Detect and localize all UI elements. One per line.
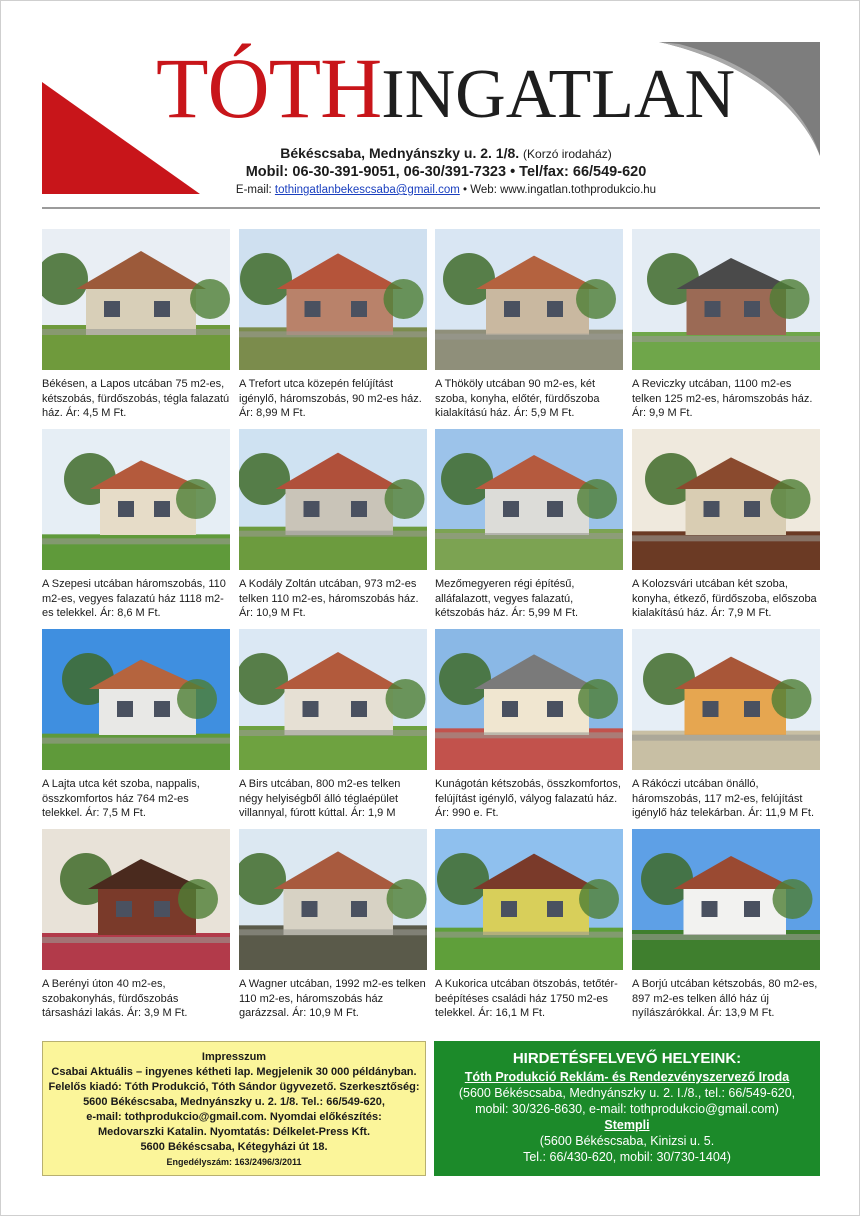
listing-card (42, 429, 230, 621)
listing-caption: Mezőmegyeren régi építésű, alláfalazott, vegyes falazatú, kétszobás ház. Ár: 5,99 M Ft. (435, 578, 579, 619)
company-logo (156, 40, 736, 140)
impresszum-box (42, 1041, 426, 1176)
listing-photo (435, 629, 623, 770)
listing-caption: A Borjú utcában kétszobás, 80 m2-es, 897 m2-es telken álló ház új nyílászárókkal. Ár: 13,9 M Ft. (632, 978, 818, 1019)
listing-photo (239, 429, 427, 570)
impresszum-permit: Engedélyszám: 163/2496/3/2011 (166, 1157, 302, 1167)
listing-caption: A Kodály Zoltán utcában, 973 m2-es telken 110 m2-es, háromszobás ház. Ár: 10,9 M Ft. (239, 578, 419, 619)
listing-card (42, 829, 230, 1021)
listing-photo (42, 829, 230, 970)
listing-photo (632, 429, 820, 570)
address-note: (Korzó irodaház) (523, 147, 612, 161)
listing-photo (435, 229, 623, 370)
listing-card (239, 429, 427, 621)
ad-office2-line: (5600 Békéscsaba, Kinizsi u. 5. (539, 1134, 715, 1148)
listing-card (632, 629, 820, 821)
impresszum-line: 5600 Békéscsaba, Mednyánszky u. 2. 1/8. Tel.: 66/549-620, (83, 1096, 385, 1108)
ad-locations-title: HIRDETÉSFELVEVŐ HELYEINK: (512, 1050, 742, 1067)
listing-card (435, 429, 623, 621)
listing-caption: A Kolozsvári utcában két szoba, konyha, étkező, fürdőszoba, előszoba kialakítású ház. Ár: 7,9 M Ft. (632, 578, 817, 619)
listing-photo (435, 829, 623, 970)
impresszum-line: 5600 Békéscsaba, Kétegyházi út 18. (140, 1141, 328, 1153)
contact-block (196, 144, 696, 199)
listing-caption: A Kukorica utcában ötszobás, tetőtér-beépítéses családi ház 1750 m2-es telekkel. Ár: 16,1 M Ft. (435, 978, 618, 1019)
listing-caption: A Thököly utcában 90 m2-es, két szoba, konyha, előtér, fürdőszoba kialakítású ház. Ár: 5,9 M Ft. (435, 378, 600, 419)
listing-caption: A Trefort utca közepén felújítást igénylő, háromszobás, 90 m2-es ház. Ár: 8,99 M Ft. (239, 378, 422, 419)
ad-office-name: Tóth Produkció Reklám- és Rendezvényszervező Iroda (464, 1070, 790, 1084)
listing-card (632, 829, 820, 1021)
ad-office-line: (5600 Békéscsaba, Mednyánszky u. 2. I./8., tel.: 66/549-620, (458, 1086, 796, 1100)
impresszum-line: Felelős kiadó: Tóth Produkció, Tóth Sándor ügyvezető. Szerkesztőség: (48, 1081, 420, 1093)
listing-caption: A Szepesi utcában háromszobás, 110 m2-es, vegyes falazatú ház 1118 m2-es telekkel. Ár: 8,6 M Ft. (42, 578, 226, 619)
listing-card (435, 229, 623, 421)
listing-photo (239, 829, 427, 970)
impresszum-line: Medovarszki Katalin. Nyomtatás: Délkelet-Press Kft. (97, 1126, 371, 1138)
listing-photo (632, 229, 820, 370)
listing-photo (435, 429, 623, 570)
listing-caption: A Birs utcában, 800 m2-es telken négy helyiségből álló téglaépület villannyal, fúrott kúttal. Ár: 1,9 M (239, 778, 401, 819)
ad-office2-line: Tel.: 66/430-620, mobil: 30/730-1404) (523, 1150, 731, 1164)
office-address: Békéscsaba, Mednyánszky u. 2. 1/8. (Korzó irodaház) (280, 145, 612, 161)
phone-numbers: Mobil: 06-30-391-9051, 06-30/391-7323 • Tel/fax: 66/549-620 (245, 164, 647, 180)
listing-card (239, 629, 427, 821)
listing-card (42, 229, 230, 421)
logo-black-text: INGATLAN (381, 56, 736, 133)
listing-card (239, 229, 427, 421)
listing-photo (239, 629, 427, 770)
listing-card (435, 629, 623, 821)
ad-office2-name: Stempli (604, 1118, 650, 1132)
listing-card (632, 429, 820, 621)
ad-locations-box (434, 1041, 820, 1176)
header-divider (42, 207, 820, 209)
listing-caption: A Lajta utca két szoba, nappalis, összkomfortos ház 764 m2-es telekkel. Ár: 7,5 M Ft. (42, 778, 200, 819)
listing-caption: A Wagner utcában, 1992 m2-es telken 110 m2-es, háromszobás ház garázzsal. Ár: 10,9 M Ft. (239, 978, 426, 1019)
web-text: • Web: www.ingatlan.tothprodukcio.hu (463, 184, 657, 196)
listing-photo (239, 229, 427, 370)
listing-photo (42, 629, 230, 770)
listing-card (435, 829, 623, 1021)
listing-card (42, 629, 230, 821)
email-web-line: E-mail: tothingatlanbekescsaba@gmail.com • Web: www.ingatlan.tothprodukcio.hu (235, 184, 657, 196)
listing-card (239, 829, 427, 1021)
listing-caption: A Rákóczi utcában önálló, háromszobás, 117 m2-es, felújítást igénylő ház telekárban. Ár: 11,9 M Ft. (632, 778, 814, 819)
logo-red-text: TÓTH (156, 40, 382, 136)
ad-office-line: mobil: 30/326-8630, e-mail: tothprodukcio@gmail.com) (475, 1102, 779, 1116)
listing-card (632, 229, 820, 421)
listing-photo (42, 229, 230, 370)
impresszum-title: Impresszum (201, 1051, 267, 1063)
listing-caption: Békésen, a Lapos utcában 75 m2-es, kétszobás, fürdőszobás, tégla falazatú ház. Ár: 4,5 M Ft. (42, 378, 230, 419)
listing-caption: A Reviczky utcában, 1100 m2-es telken 125 m2-es, háromszobás ház. Ár: 9,9 M Ft. (632, 378, 813, 419)
listing-caption: A Berényi úton 40 m2-es, szobakonyhás, fürdőszobás társasházi lakás. Ár: 3,9 M Ft. (42, 978, 188, 1019)
listing-caption: Kunágotán kétszobás, összkomfortos, felújítást igénylő, vályog falazatú ház. Ár: 990 e. Ft. (435, 778, 621, 819)
email-link[interactable]: tothingatlanbekescsaba@gmail.com (274, 184, 460, 196)
impresszum-line: e-mail: tothprodukcio@gmail.com. Nyomdai előkészítés: (86, 1111, 382, 1123)
listing-photo (632, 829, 820, 970)
listing-photo (42, 429, 230, 570)
listing-photo (632, 629, 820, 770)
impresszum-line: Csabai Aktuális – ingyenes kétheti lap. Megjelenik 30 000 példányban. (51, 1066, 417, 1078)
